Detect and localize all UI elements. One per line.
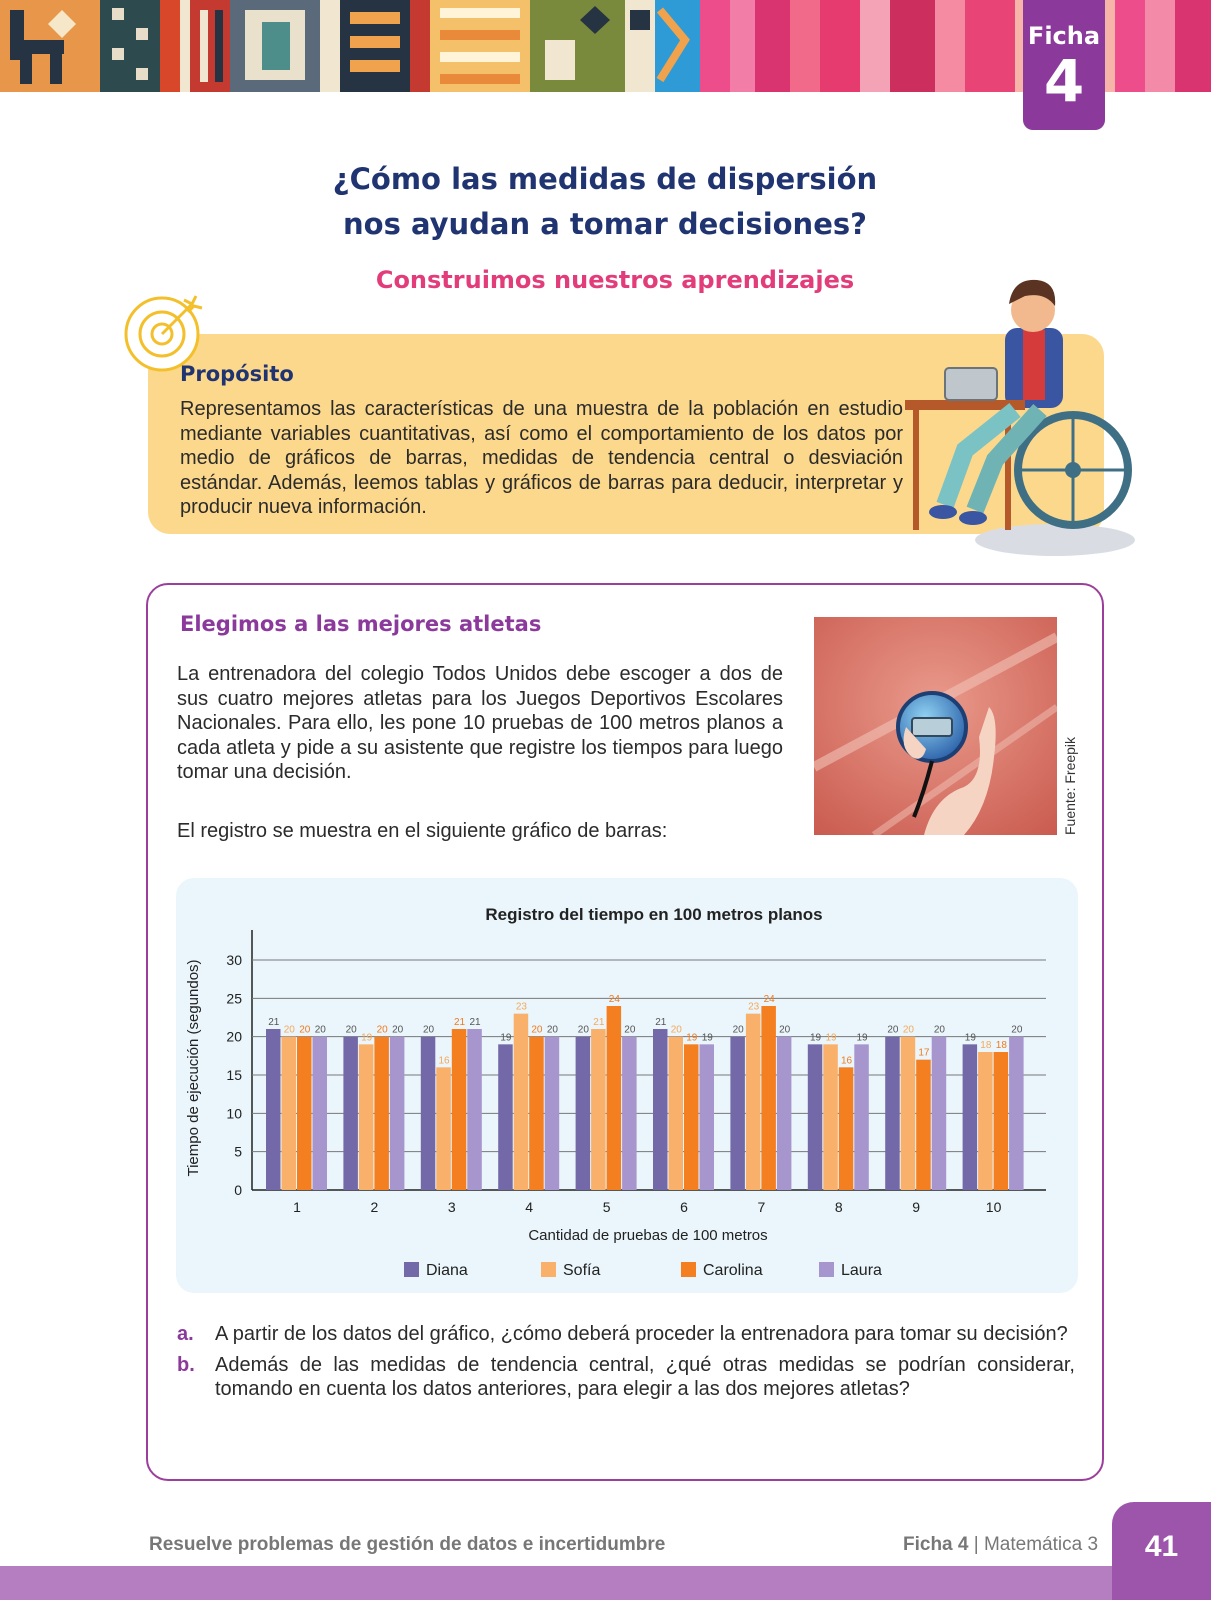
bar-value-label: 24	[608, 994, 620, 1005]
footer-separator: |	[968, 1534, 984, 1555]
bar-chart	[176, 878, 1078, 1293]
bar-value-label: 23	[748, 1001, 760, 1013]
bar-value-label: 18	[995, 1040, 1007, 1051]
bar	[313, 1037, 328, 1190]
legend-label: Diana	[426, 1262, 468, 1279]
bar-value-label: 23	[515, 1001, 528, 1013]
x-tick-label: 2	[370, 1199, 379, 1215]
bar-value-label: 19	[825, 1032, 837, 1044]
page-title	[240, 157, 970, 247]
bar-value-label: 20	[624, 1024, 636, 1036]
photo-source: Fuente: Freepik	[1062, 736, 1078, 835]
bar	[932, 1037, 947, 1190]
bar-value-label: 20	[779, 1024, 791, 1036]
footer-band	[0, 1566, 1211, 1600]
bar-value-label: 20	[933, 1024, 946, 1036]
bar-value-label: 21	[593, 1017, 605, 1028]
bar-value-label: 17	[918, 1047, 930, 1059]
legend-swatch	[681, 1262, 696, 1277]
question-letter: b.	[177, 1353, 195, 1376]
bar-value-label: 20	[345, 1024, 357, 1036]
bar	[498, 1044, 513, 1190]
activity-paragraph: La entrenadora del colegio Todos Unidos debe escoger a dos de sus cuatro mejores atletas para los Juegos Deportivos Escolares Nacionales. Para ello, les pone 10 pruebas de 100 metros planos a cada atleta y pide a su asistente que registre los tiempos para luego tomar una decisión.	[177, 663, 783, 783]
ficha-badge	[1023, 0, 1105, 130]
bar	[452, 1029, 467, 1190]
question-text: Además de las medidas de tendencia central, ¿qué otras medidas se podrían considerar, tomando en cuenta los datos anteriores, para elegir a las dos mejores atletas?	[215, 1353, 1075, 1400]
footer-subject: Matemática 3	[983, 1534, 1099, 1555]
bar	[607, 1006, 622, 1190]
bar-value-label: 19	[361, 1032, 373, 1044]
footer-competence: Resuelve problemas de gestión de datos e incertidumbre	[149, 1534, 666, 1555]
questions-list	[177, 1322, 1075, 1408]
x-tick-label: 8	[834, 1199, 843, 1215]
bar-value-label: 21	[469, 1017, 481, 1028]
bar	[622, 1037, 637, 1190]
bar	[282, 1037, 297, 1190]
bar-value-label: 20	[392, 1024, 404, 1036]
bar	[700, 1044, 715, 1190]
bar	[529, 1037, 544, 1190]
legend-label: Sofía	[563, 1262, 601, 1279]
bar-value-label: 19	[964, 1032, 976, 1044]
bar-value-label: 18	[980, 1040, 992, 1051]
bar	[669, 1037, 684, 1190]
bar	[761, 1006, 776, 1190]
y-tick-label: 10	[226, 1105, 242, 1122]
question-item	[177, 1353, 1075, 1402]
legend-swatch	[819, 1262, 834, 1277]
x-tick-label: 6	[680, 1199, 688, 1215]
y-tick-label: 0	[234, 1182, 242, 1198]
bar-value-label: 20	[902, 1024, 915, 1036]
bar	[901, 1037, 916, 1190]
bar	[297, 1037, 312, 1190]
bar	[746, 1014, 761, 1190]
stopwatch-photo	[814, 617, 1057, 835]
bar-value-label: 20	[299, 1024, 311, 1036]
bar	[390, 1037, 405, 1190]
legend-label: Laura	[841, 1262, 882, 1279]
bar	[684, 1044, 699, 1190]
question-text: A partir de los datos del gráfico, ¿cómo deberá proceder la entrenadora para tomar su decisión?	[215, 1323, 1068, 1345]
bar	[653, 1029, 668, 1190]
purpose-title: Propósito	[180, 362, 294, 386]
y-tick-label: 30	[226, 952, 242, 968]
bar	[994, 1052, 1009, 1190]
chart-intro-text: El registro se muestra en el siguiente gráfico de barras:	[177, 820, 668, 842]
page-number: 41	[1112, 1502, 1211, 1600]
bar	[343, 1037, 358, 1190]
x-tick-label: 1	[293, 1199, 301, 1215]
bar	[359, 1044, 374, 1190]
bar	[885, 1037, 900, 1190]
legend-label: Carolina	[703, 1262, 763, 1279]
legend-swatch	[541, 1262, 556, 1277]
student-wheelchair-illustration-icon	[905, 270, 1135, 560]
y-tick-label: 20	[226, 1028, 242, 1045]
bar	[777, 1037, 792, 1190]
x-tick-label: 3	[447, 1199, 456, 1215]
legend-swatch	[404, 1262, 419, 1277]
x-tick-label: 5	[602, 1199, 611, 1215]
bar	[374, 1037, 389, 1190]
bar-value-label: 20	[670, 1024, 682, 1036]
bar-value-label: 21	[655, 1017, 667, 1028]
bar-value-label: 20	[546, 1024, 559, 1036]
bar-value-label: 20	[376, 1024, 388, 1036]
bar-value-label: 21	[453, 1017, 466, 1028]
bar-value-label: 16	[840, 1055, 853, 1067]
bar-value-label: 20	[314, 1024, 326, 1036]
bar	[421, 1037, 436, 1190]
bar	[808, 1044, 823, 1190]
y-tick-label: 5	[234, 1143, 242, 1160]
bar-value-label: 20	[1011, 1024, 1023, 1036]
bar-value-label: 19	[856, 1032, 868, 1044]
bar-value-label: 21	[268, 1017, 280, 1028]
bar	[545, 1037, 560, 1190]
bar	[823, 1044, 838, 1190]
bar-value-label: 20	[887, 1024, 899, 1036]
bar-value-label: 20	[422, 1024, 435, 1036]
x-tick-label: 9	[912, 1199, 921, 1215]
chart-title: Registro del tiempo en 100 metros planos	[485, 905, 823, 924]
bar-value-label: 20	[283, 1024, 295, 1036]
bar	[591, 1029, 606, 1190]
y-tick-label: 15	[226, 1067, 242, 1083]
y-tick-label: 25	[226, 990, 242, 1007]
ficha-number: 4	[1043, 47, 1085, 115]
bar	[978, 1052, 993, 1190]
bar-value-label: 19	[809, 1032, 822, 1044]
bar-value-label: 19	[686, 1032, 698, 1044]
bar	[916, 1060, 931, 1190]
question-item	[177, 1322, 1075, 1347]
bar-value-label: 19	[500, 1032, 512, 1044]
chart-legend	[404, 1262, 882, 1279]
bar	[514, 1014, 529, 1190]
bar-value-label: 20	[732, 1024, 744, 1036]
chart-bars	[266, 994, 1024, 1215]
bar-value-label: 19	[701, 1032, 713, 1044]
bar	[839, 1067, 854, 1190]
bar-value-label: 20	[577, 1024, 589, 1036]
bar	[576, 1037, 591, 1190]
section-subtitle: Construimos nuestros aprendizajes	[375, 266, 855, 294]
footer-book-info	[903, 1534, 1098, 1556]
purpose-text: Representamos las características de una muestra de la población en estudio mediante variables cuantitativas, así como el comportamiento de los datos por medio de gráficos de barras, medidas de tendencia central o desviación estándar. Además, leemos tablas y gráficos de barras para deducir, interpretar y producir nueva información.	[180, 398, 903, 518]
bar	[1009, 1037, 1024, 1190]
bar	[730, 1037, 745, 1190]
bar-value-label: 24	[763, 994, 775, 1005]
activity-title: Elegimos a las mejores atletas	[180, 612, 542, 636]
bar-value-label: 20	[531, 1024, 543, 1036]
bar-value-label: 16	[438, 1055, 450, 1067]
question-letter: a.	[177, 1323, 194, 1345]
bar	[963, 1044, 978, 1190]
chart-x-axis-label: Cantidad de pruebas de 100 metros	[528, 1227, 768, 1244]
footer-ficha: Ficha 4	[903, 1534, 969, 1555]
x-tick-label: 7	[757, 1199, 766, 1215]
page-title-line1: ¿Cómo las medidas de dispersión	[332, 162, 878, 196]
chart-y-axis-label: Tiempo de ejecución (segundos)	[185, 959, 202, 1177]
bar	[854, 1044, 869, 1190]
page-title-line2: nos ayudan a tomar decisiones?	[343, 207, 867, 241]
x-tick-label: 10	[985, 1199, 1002, 1215]
bar	[436, 1067, 451, 1190]
bar	[467, 1029, 482, 1190]
bar	[266, 1029, 281, 1190]
ficha-label: Ficha	[1027, 22, 1101, 50]
x-tick-label: 4	[525, 1199, 534, 1215]
